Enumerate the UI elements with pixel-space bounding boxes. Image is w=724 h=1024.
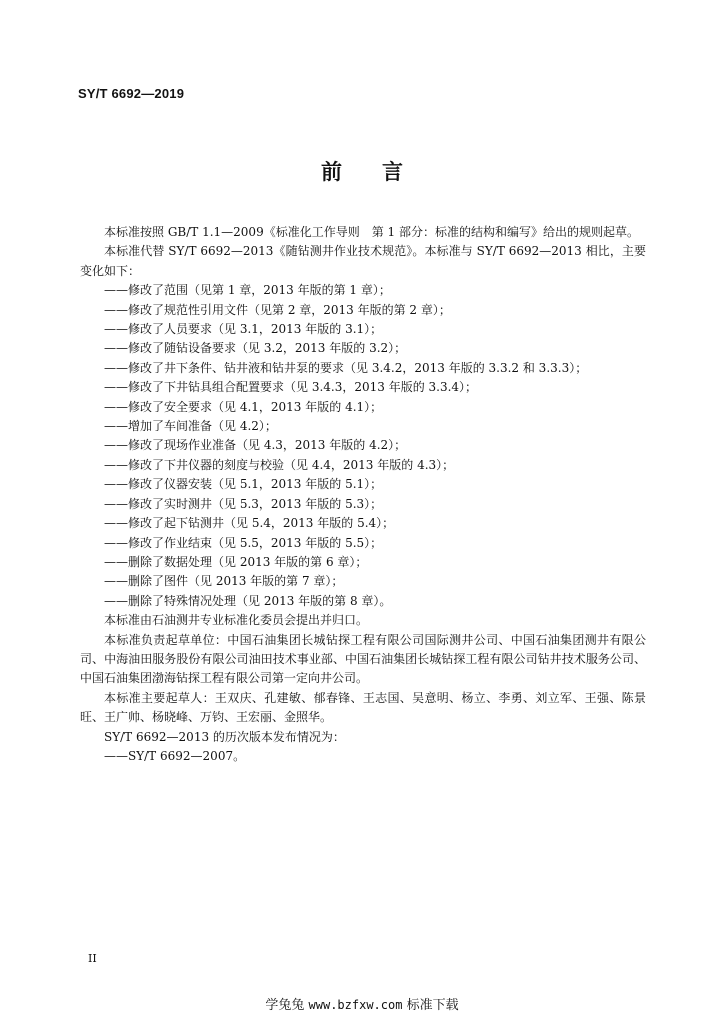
list-item: ——删除了特殊情况处理（见 2013 年版的第 8 章）。 bbox=[104, 593, 392, 608]
drafters-paragraph: 本标准主要起草人：王双庆、孔建敏、郁春锋、王志国、吴意明、杨立、李勇、刘立军、王强、陈景旺、王广帅、杨晓峰、万钧、王宏丽、金照华。 bbox=[80, 690, 646, 725]
list-item: ——修改了规范性引用文件（见第 2 章，2013 年版的第 2 章）； bbox=[104, 302, 451, 317]
page-number: II bbox=[88, 952, 97, 965]
drafting-units-paragraph: 本标准负责起草单位：中国石油集团长城钻探工程有限公司国际测井公司、中国石油集团测井有限公司、中海油田服务股份有限公司油田技术事业部、中国石油集团长城钻探工程有限公司钻井技术服务公司、中国石油集团渤海钻探工程有限公司第一定向井公司。 bbox=[80, 632, 646, 686]
watermark-site: 学兔兔 bbox=[265, 998, 305, 1013]
list-item: ——修改了仪器安装（见 5.1，2013 年版的 5.1）； bbox=[104, 477, 383, 492]
watermark-label: 标准下载 bbox=[406, 998, 459, 1013]
page-title: 前言 bbox=[321, 160, 443, 184]
list-item: ——修改了随钻设备要求（见 3.2，2013 年版的 3.2）； bbox=[104, 341, 407, 356]
list-item: ——修改了现场作业准备（见 4.3，2013 年版的 4.2）； bbox=[104, 438, 407, 453]
committee-paragraph: 本标准由石油测井专业标准化委员会提出并归口。 bbox=[104, 613, 369, 628]
list-item: ——修改了井下条件、钻井液和钻井泵的要求（见 3.4.2，2013 年版的 3.3.2 和 3.3.3）； bbox=[104, 360, 588, 375]
list-item: ——SY/T 6692—2007。 bbox=[104, 748, 246, 763]
standard-code-header: SY/T 6692—2019 bbox=[78, 86, 185, 101]
version-history-list bbox=[80, 747, 646, 766]
watermark-url: www.bzfxw.com bbox=[308, 998, 403, 1012]
list-item: ——修改了范围（见第 1 章，2013 年版的第 1 章）； bbox=[104, 283, 391, 298]
replacement-paragraph: 本标准代替 SY/T 6692—2013《随钻测井作业技术规范》。本标准与 SY/T 6692—2013 相比，主要变化如下： bbox=[80, 244, 646, 278]
list-item: ——修改了作业结束（见 5.5，2013 年版的 5.5）； bbox=[104, 535, 383, 550]
watermark bbox=[0, 994, 724, 1013]
list-item: ——修改了起下钻测井（见 5.4，2013 年版的 5.4）； bbox=[104, 516, 395, 531]
list-item: ——修改了实时测井（见 5.3，2013 年版的 5.3）； bbox=[104, 496, 383, 511]
version-history-paragraph: SY/T 6692—2013 的历次版本发布情况为： bbox=[104, 729, 345, 744]
list-item: ——修改了人员要求（见 3.1，2013 年版的 3.1）； bbox=[104, 322, 383, 337]
drafting-rules-paragraph: 本标准按照 GB/T 1.1—2009《标准化工作导则 第 1 部分：标准的结构和编写》给出的规则起草。 bbox=[104, 225, 639, 239]
list-item: ——修改了下井钻具组合配置要求（见 3.4.3，2013 年版的 3.3.4）； bbox=[104, 380, 478, 395]
document-body bbox=[80, 223, 646, 766]
list-item: ——删除了数据处理（见 2013 年版的第 6 章）； bbox=[104, 554, 368, 569]
list-item: ——修改了安全要求（见 4.1，2013 年版的 4.1）； bbox=[104, 399, 383, 414]
list-item: ——修改了下井仪器的刻度与校验（见 4.4，2013 年版的 4.3）； bbox=[104, 457, 455, 472]
list-item: ——删除了图件（见 2013 年版的第 7 章）； bbox=[104, 574, 344, 589]
changes-list bbox=[80, 281, 646, 611]
list-item: ——增加了车间准备（见 4.2）； bbox=[104, 419, 277, 434]
